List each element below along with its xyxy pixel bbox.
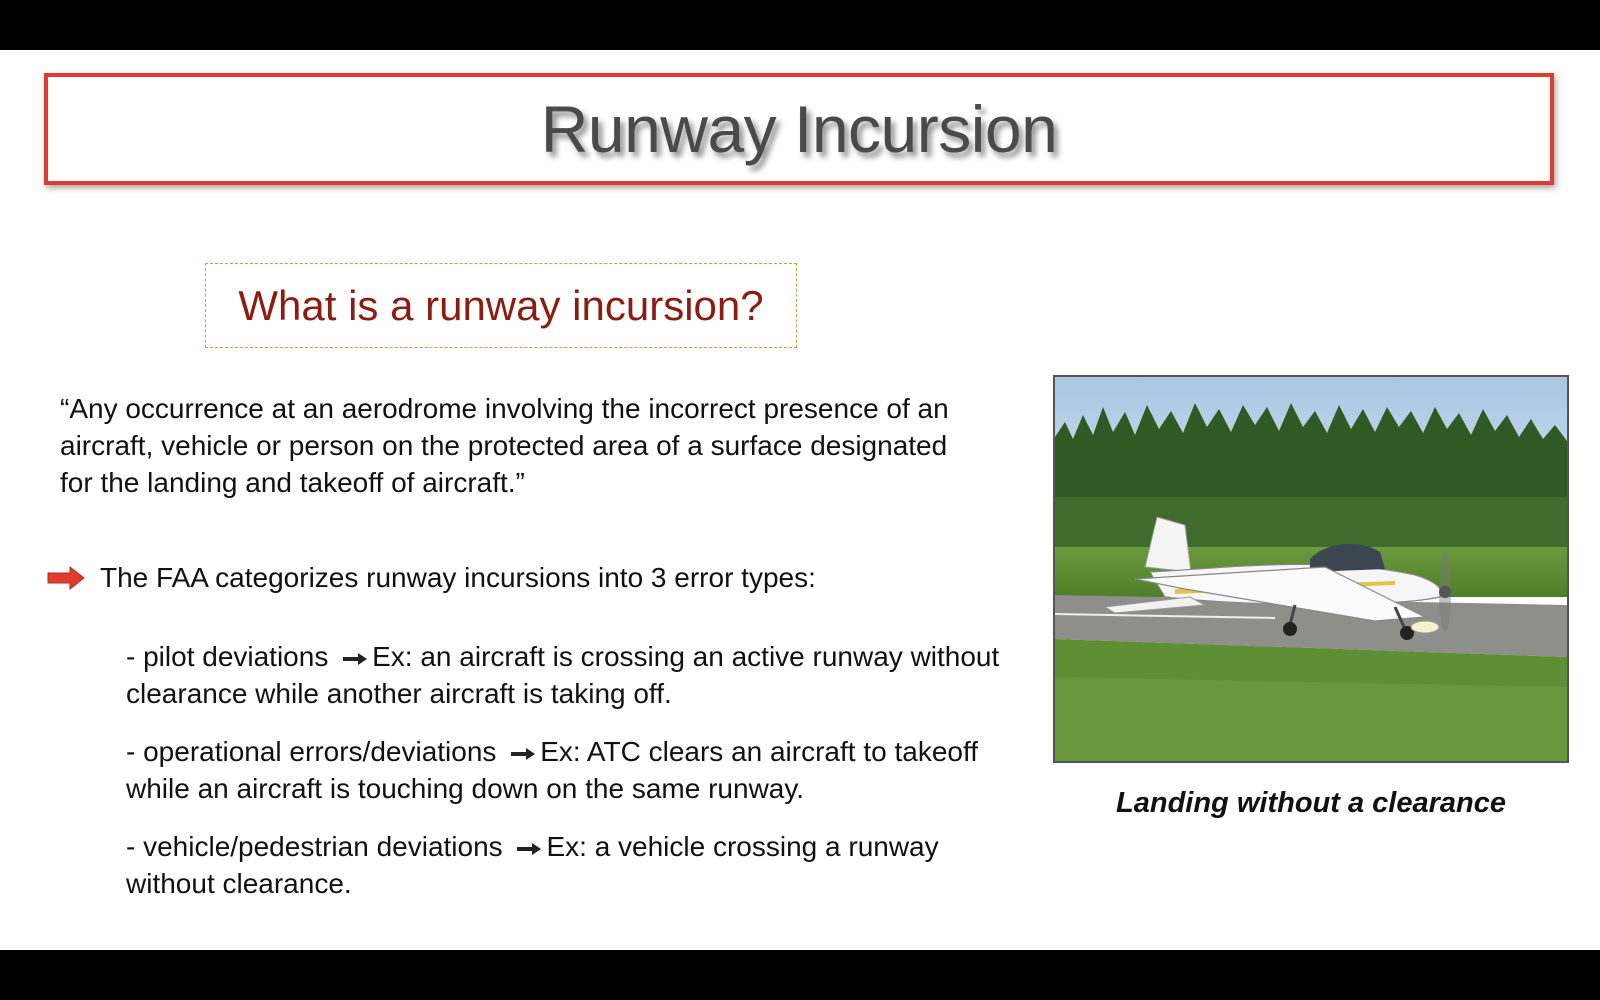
small-right-arrow-icon [342, 652, 368, 666]
error-type-item [126, 638, 1006, 712]
slide-title: Runway Incursion [540, 92, 1058, 166]
error-type-label: - pilot deviations [126, 641, 329, 672]
error-type-example: Ex: an aircraft is crossing an active runway without clearance while another aircraft is taking off. [126, 641, 1000, 709]
red-right-arrow-icon [46, 566, 86, 590]
small-right-arrow-icon [510, 747, 536, 761]
question-heading: What is a runway incursion? [238, 281, 764, 329]
photo-caption: Landing without a clearance [1116, 787, 1506, 819]
title-box [44, 73, 1554, 185]
error-type-example: Ex: a vehicle crossing a runway without clearance. [126, 831, 939, 899]
definition-quote: “Any occurrence at an aerodrome involving the incorrect presence of an aircraft, vehicle or person on the protected area of a surface designated for the landing and takeoff of aircraft.” [60, 393, 949, 498]
slide [0, 50, 1600, 950]
small-right-arrow-icon [516, 842, 542, 856]
error-type-item [126, 733, 1006, 807]
question-box [205, 263, 797, 348]
faa-intro-line [46, 562, 946, 594]
airplane-photo-illustration [1055, 377, 1567, 761]
error-type-example: Ex: ATC clears an aircraft to takeoff while an aircraft is touching down on the same runway. [126, 736, 979, 804]
faa-intro-text: The FAA categorizes runway incursions into 3 error types: [100, 562, 816, 593]
error-type-item [126, 828, 1006, 902]
airplane-landing-photo [1053, 375, 1569, 763]
error-type-label: - operational errors/deviations [126, 736, 497, 767]
error-type-label: - vehicle/pedestrian deviations [126, 831, 503, 862]
